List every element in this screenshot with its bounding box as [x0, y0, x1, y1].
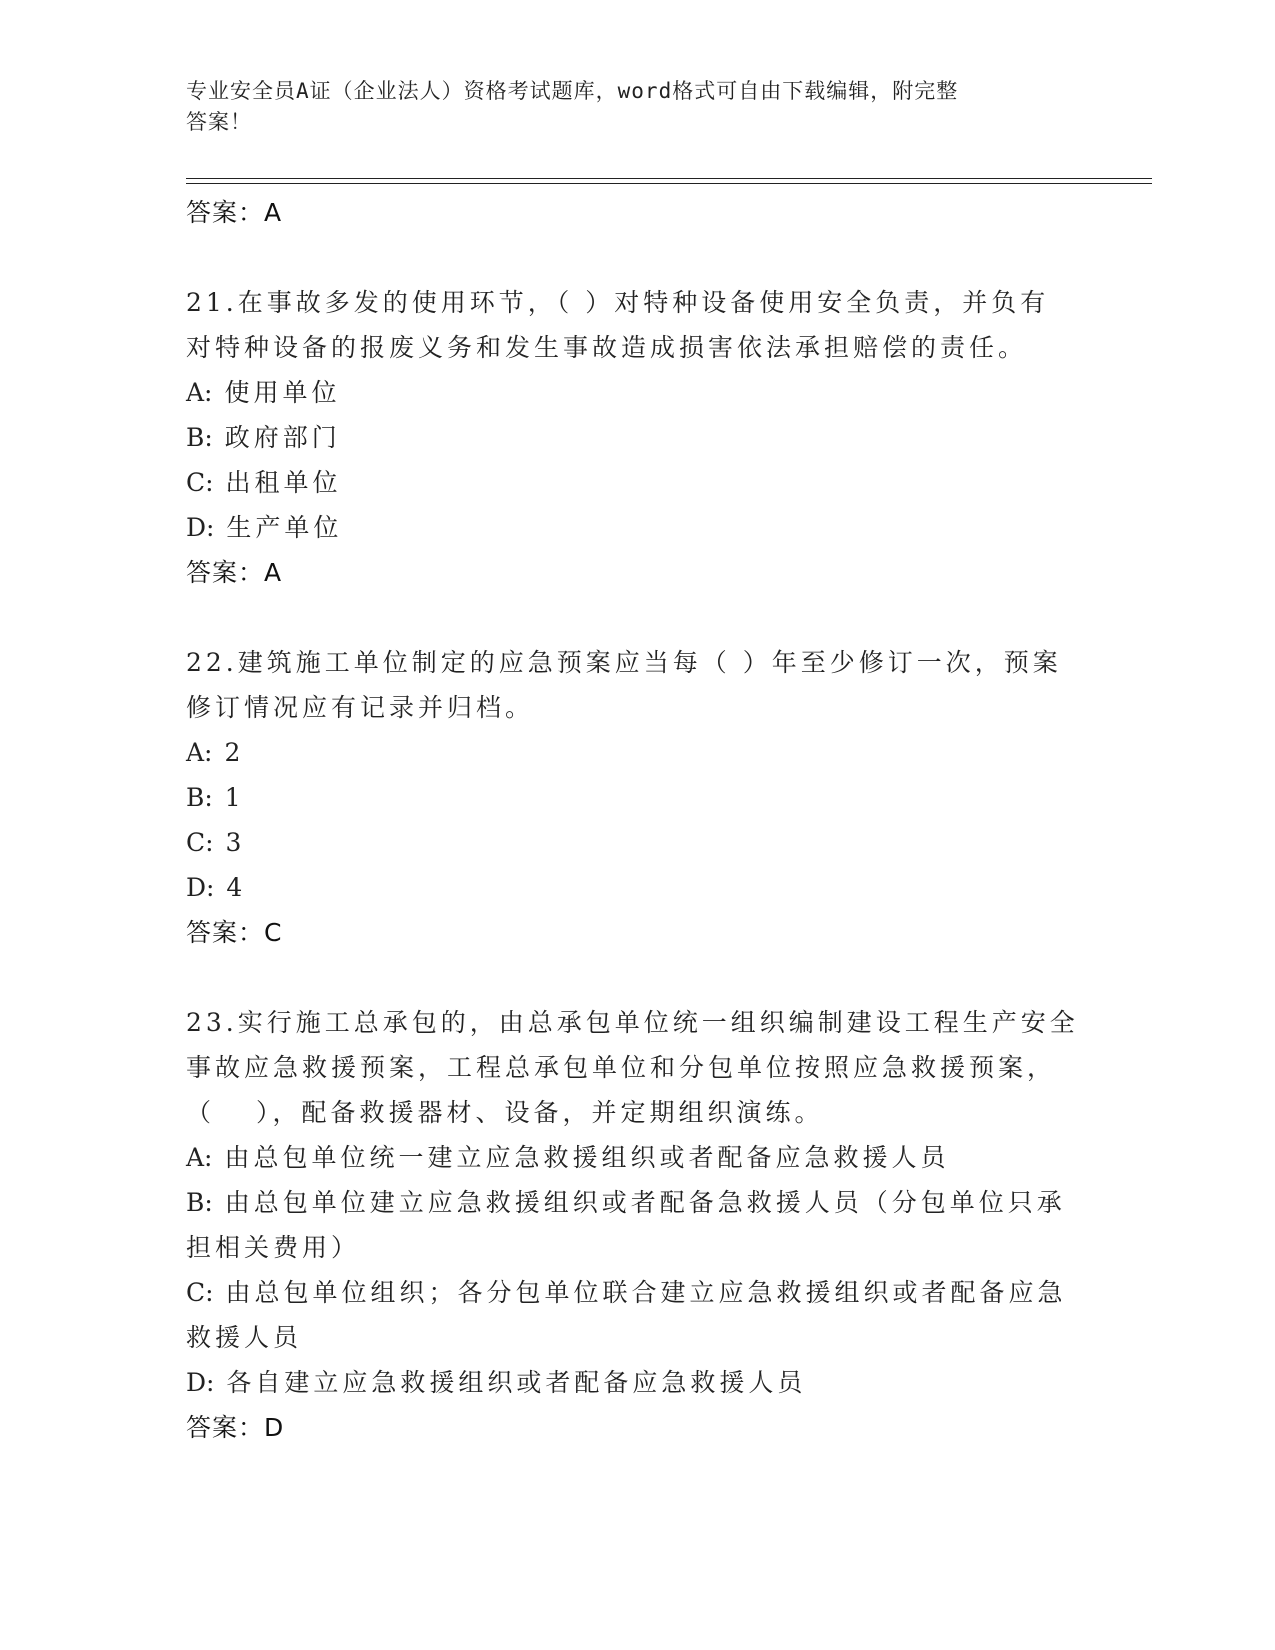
- option-text: 生产单位: [226, 513, 343, 542]
- spacer: [186, 956, 1086, 1000]
- option-text: 1: [224, 783, 245, 812]
- option-text: 由总包单位建立应急救援组织或者配备急救援人员（分包单位只承: [224, 1188, 1066, 1217]
- option-text: 使用单位: [224, 378, 341, 407]
- question-stem-line: 23.实行施工总承包的，由总承包单位统一组织编制建设工程生产安全: [186, 1008, 1079, 1037]
- header-divider-bottom: [186, 183, 1152, 184]
- option-c: [186, 1270, 1086, 1315]
- spacer: [186, 596, 1086, 640]
- option-d: [186, 505, 1086, 550]
- option-b: [186, 1180, 1086, 1225]
- option-text: 由总包单位统一建立应急救援组织或者配备应急救援人员: [224, 1143, 950, 1172]
- option-d: [186, 865, 1086, 910]
- header-line-2: 答案！: [186, 110, 252, 134]
- option-text: 政府部门: [224, 423, 341, 452]
- option-text: 3: [225, 828, 246, 857]
- header-divider-top: [186, 178, 1152, 179]
- option-a: [186, 1135, 1086, 1180]
- answer: 答案：C: [186, 918, 283, 947]
- answer: 答案：D: [186, 1413, 285, 1442]
- spacer: [186, 236, 1086, 280]
- option-a: [186, 730, 1086, 775]
- document-header: [186, 76, 1066, 138]
- option-text: 各自建立应急救援组织或者配备应急救援人员: [226, 1368, 807, 1397]
- question-list: [186, 190, 1086, 1451]
- option-label: A:: [186, 378, 213, 407]
- header-line-1: 专业安全员A证（企业法人）资格考试题库，word格式可自由下载编辑，附完整: [186, 79, 959, 103]
- question-stem-line: 对特种设备的报废义务和发生事故造成损害依法承担赔偿的责任。: [186, 333, 1028, 362]
- option-text: 由总包单位组织；各分包单位联合建立应急救援组织或者配备应急: [225, 1278, 1067, 1307]
- option-label: D:: [186, 1368, 215, 1397]
- option-label: A:: [186, 1143, 213, 1172]
- answer-previous: 答案：A: [186, 198, 283, 227]
- question-21: [186, 280, 1086, 596]
- option-c-continued: 救援人员: [186, 1323, 303, 1352]
- option-label: C:: [186, 468, 214, 497]
- option-d: [186, 1360, 1086, 1405]
- answer: 答案：A: [186, 558, 283, 587]
- option-label: B:: [186, 423, 213, 452]
- option-c: [186, 460, 1086, 505]
- option-label: C:: [186, 1278, 214, 1307]
- option-b: [186, 775, 1086, 820]
- option-label: B:: [186, 783, 213, 812]
- question-stem-line: 22.建筑施工单位制定的应急预案应当每（ ）年至少修订一次，预案: [186, 648, 1062, 677]
- option-text: 出租单位: [225, 468, 342, 497]
- option-label: B:: [186, 1188, 213, 1217]
- question-stem-line: （ ），配备救援器材、设备，并定期组织演练。: [186, 1098, 824, 1127]
- option-b: [186, 415, 1086, 460]
- option-a: [186, 370, 1086, 415]
- question-23: [186, 1000, 1086, 1451]
- option-c: [186, 820, 1086, 865]
- option-text: 2: [224, 738, 245, 767]
- question-stem-line: 修订情况应有记录并归档。: [186, 693, 535, 722]
- option-text: 4: [226, 873, 247, 902]
- option-label: D:: [186, 513, 215, 542]
- question-stem-line: 事故应急救援预案，工程总承包单位和分包单位按照应急救援预案，: [186, 1053, 1057, 1082]
- option-label: D:: [186, 873, 215, 902]
- question-stem-line: 21.在事故多发的使用环节，（ ）对特种设备使用安全负责，并负有: [186, 288, 1050, 317]
- option-label: A:: [186, 738, 213, 767]
- option-b-continued: 担相关费用）: [186, 1233, 361, 1262]
- question-22: [186, 640, 1086, 956]
- option-label: C:: [186, 828, 214, 857]
